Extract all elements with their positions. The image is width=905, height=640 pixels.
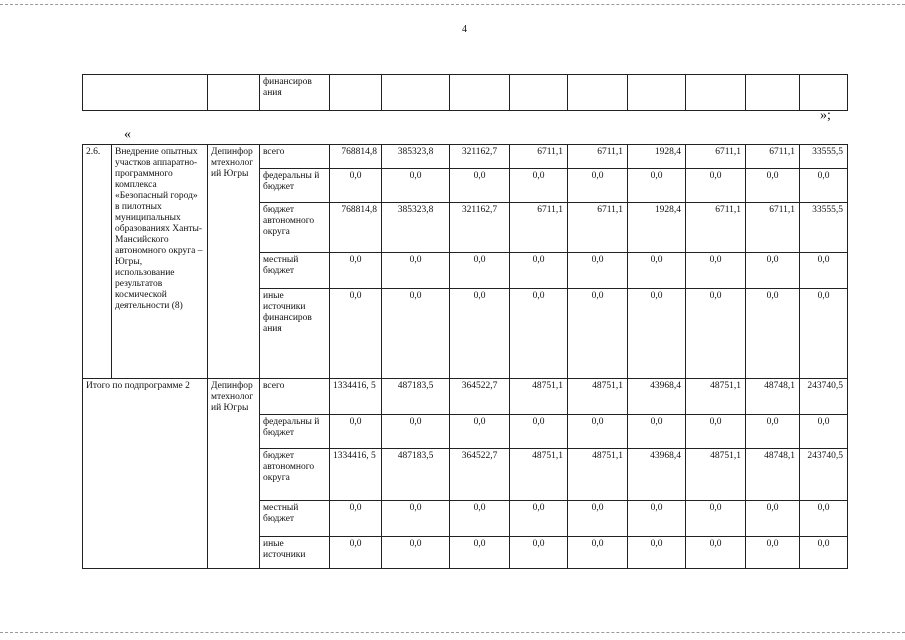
value-cell: 0,0 xyxy=(800,253,848,289)
value-cell: 0,0 xyxy=(686,415,746,449)
value-cell: 0,0 xyxy=(450,169,510,203)
value-cell: 0,0 xyxy=(686,253,746,289)
value-cell xyxy=(330,75,382,111)
source-label: всего xyxy=(260,145,330,169)
table-row xyxy=(83,145,848,169)
value-cell: 43968,4 xyxy=(628,379,686,415)
value-cell: 0,0 xyxy=(568,169,628,203)
executor: Депинфор мтехнолог ий Югры xyxy=(208,379,260,569)
value-cell: 6711,1 xyxy=(510,203,568,253)
value-cell: 6711,1 xyxy=(568,145,628,169)
value-cell: 1334416, 5 xyxy=(330,449,382,501)
value-cell: 6711,1 xyxy=(510,145,568,169)
cell-empty xyxy=(208,75,260,111)
value-cell xyxy=(800,75,848,111)
value-cell: 0,0 xyxy=(382,537,450,569)
value-cell: 0,0 xyxy=(330,537,382,569)
value-cell: 0,0 xyxy=(628,415,686,449)
value-cell: 0,0 xyxy=(746,537,800,569)
value-cell: 48751,1 xyxy=(686,449,746,501)
value-cell: 0,0 xyxy=(510,501,568,537)
value-cell: 48751,1 xyxy=(510,449,568,501)
value-cell: 385323,8 xyxy=(382,145,450,169)
table-fragment-top xyxy=(82,74,848,111)
value-cell: 48748,1 xyxy=(746,379,800,415)
value-cell: 487183,5 xyxy=(382,379,450,415)
value-cell: 33555,5 xyxy=(800,203,848,253)
value-cell: 0,0 xyxy=(450,415,510,449)
value-cell: 364522,7 xyxy=(450,379,510,415)
scan-artifact-bottom xyxy=(0,632,905,633)
value-cell: 0,0 xyxy=(450,501,510,537)
value-cell: 0,0 xyxy=(510,537,568,569)
value-cell: 0,0 xyxy=(746,501,800,537)
value-cell: 768814,8 xyxy=(330,145,382,169)
value-cell: 0,0 xyxy=(510,415,568,449)
value-cell: 1928,4 xyxy=(628,203,686,253)
page-number: 4 xyxy=(462,24,467,35)
scan-artifact-top xyxy=(0,4,905,5)
value-cell: 6711,1 xyxy=(568,203,628,253)
value-cell: 0,0 xyxy=(800,169,848,203)
value-cell xyxy=(510,75,568,111)
source-label: федеральны й бюджет xyxy=(260,169,330,203)
value-cell: 0,0 xyxy=(568,501,628,537)
value-cell: 0,0 xyxy=(746,253,800,289)
value-cell: 0,0 xyxy=(450,289,510,379)
value-cell: 6711,1 xyxy=(686,203,746,253)
value-cell: 0,0 xyxy=(382,415,450,449)
source-label: иные источники финансиров ания xyxy=(260,289,330,379)
value-cell: 0,0 xyxy=(628,289,686,379)
value-cell: 0,0 xyxy=(686,501,746,537)
value-cell: 0,0 xyxy=(510,253,568,289)
value-cell: 0,0 xyxy=(568,253,628,289)
value-cell: 321162,7 xyxy=(450,203,510,253)
value-cell: 0,0 xyxy=(450,537,510,569)
value-cell: 48751,1 xyxy=(568,379,628,415)
value-cell xyxy=(568,75,628,111)
row-number: 2.6. xyxy=(83,145,112,379)
value-cell: 6711,1 xyxy=(686,145,746,169)
value-cell: 487183,5 xyxy=(382,449,450,501)
value-cell: 0,0 xyxy=(800,289,848,379)
opening-quote: « xyxy=(124,127,131,142)
value-cell: 0,0 xyxy=(330,501,382,537)
value-cell xyxy=(628,75,686,111)
value-cell: 48751,1 xyxy=(686,379,746,415)
value-cell: 0,0 xyxy=(382,501,450,537)
value-cell: 33555,5 xyxy=(800,145,848,169)
value-cell: 0,0 xyxy=(510,169,568,203)
value-cell: 0,0 xyxy=(568,537,628,569)
value-cell: 0,0 xyxy=(746,415,800,449)
value-cell: 0,0 xyxy=(382,169,450,203)
value-cell: 0,0 xyxy=(686,169,746,203)
value-cell: 0,0 xyxy=(746,289,800,379)
value-cell: 0,0 xyxy=(686,537,746,569)
table-row xyxy=(83,379,848,415)
source-label: бюджет автономного округа xyxy=(260,449,330,501)
source-label: бюджет автономного округа xyxy=(260,203,330,253)
value-cell: 0,0 xyxy=(510,289,568,379)
source-label: местный бюджет xyxy=(260,501,330,537)
measure-name: Внедрение опытных участков аппаратно-программного комплекса «Безопасный город» в пилотных муниципальных образованиях Ханты-Мансийского автономного округа – Югры, использование результатов космической деятельности (8) xyxy=(112,145,208,379)
value-cell: 48748,1 xyxy=(746,449,800,501)
value-cell: 43968,4 xyxy=(628,449,686,501)
value-cell: 1334416, 5 xyxy=(330,379,382,415)
source-label: финансиров ания xyxy=(260,75,330,111)
value-cell: 0,0 xyxy=(568,289,628,379)
table-row xyxy=(83,75,848,111)
value-cell: 0,0 xyxy=(568,415,628,449)
value-cell: 0,0 xyxy=(330,169,382,203)
value-cell: 0,0 xyxy=(800,415,848,449)
value-cell xyxy=(746,75,800,111)
value-cell: 0,0 xyxy=(628,537,686,569)
value-cell: 0,0 xyxy=(450,253,510,289)
value-cell: 1928,4 xyxy=(628,145,686,169)
value-cell: 0,0 xyxy=(330,253,382,289)
value-cell: 364522,7 xyxy=(450,449,510,501)
closing-quote: »; xyxy=(820,108,831,123)
cell-empty xyxy=(83,75,208,111)
value-cell: 0,0 xyxy=(746,169,800,203)
value-cell xyxy=(686,75,746,111)
value-cell: 0,0 xyxy=(330,415,382,449)
value-cell: 768814,8 xyxy=(330,203,382,253)
executor: Депинфор мтехнолог ий Югры xyxy=(208,145,260,379)
value-cell: 0,0 xyxy=(382,289,450,379)
value-cell xyxy=(382,75,450,111)
value-cell: 0,0 xyxy=(686,289,746,379)
value-cell: 0,0 xyxy=(628,501,686,537)
value-cell: 243740,5 xyxy=(800,449,848,501)
source-label: федеральны й бюджет xyxy=(260,415,330,449)
financing-table xyxy=(82,144,848,569)
source-label: иные источники xyxy=(260,537,330,569)
source-label: всего xyxy=(260,379,330,415)
value-cell: 0,0 xyxy=(330,289,382,379)
value-cell xyxy=(450,75,510,111)
value-cell: 0,0 xyxy=(628,253,686,289)
value-cell: 48751,1 xyxy=(510,379,568,415)
value-cell: 0,0 xyxy=(382,253,450,289)
total-name: Итого по подпрограмме 2 xyxy=(83,379,208,569)
value-cell: 0,0 xyxy=(800,537,848,569)
value-cell: 0,0 xyxy=(628,169,686,203)
value-cell: 48751,1 xyxy=(568,449,628,501)
value-cell: 0,0 xyxy=(800,501,848,537)
value-cell: 385323,8 xyxy=(382,203,450,253)
value-cell: 243740,5 xyxy=(800,379,848,415)
value-cell: 321162,7 xyxy=(450,145,510,169)
source-label: местный бюджет xyxy=(260,253,330,289)
value-cell: 6711,1 xyxy=(746,145,800,169)
value-cell: 6711,1 xyxy=(746,203,800,253)
